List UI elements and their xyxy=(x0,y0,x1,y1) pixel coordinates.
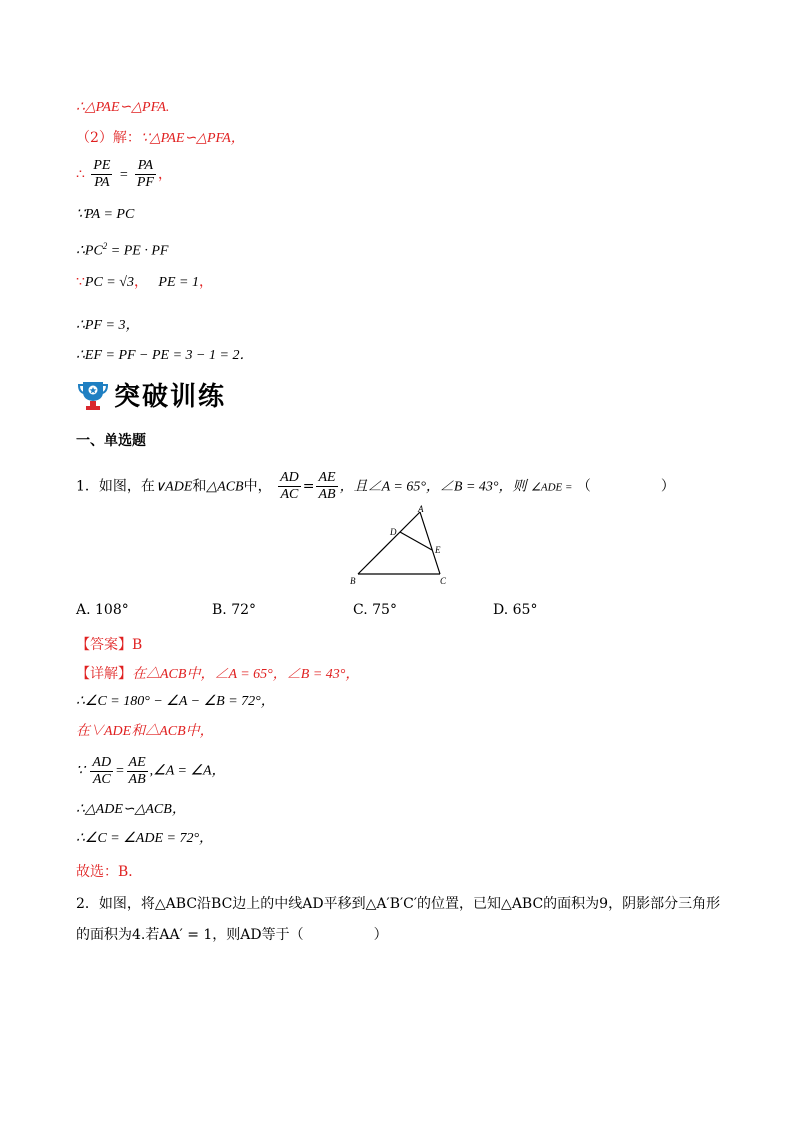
label-E: E xyxy=(435,545,441,555)
detail-line-1: 【详解】在△ACB中，∠A = 65°，∠B = 43°， xyxy=(76,666,360,682)
label-A: A xyxy=(418,504,424,514)
detail-line-3: 在∨ADE和△ACB中， xyxy=(76,724,214,739)
detail-line-5: ∴△ADE∽△ACB， xyxy=(76,802,186,817)
solution-line-5: $\therefore PC^2$ = PE · PF xyxy=(76,241,169,259)
section-title: 突破训练 xyxy=(114,382,227,412)
detail-line-2: ∴∠C = 180° − ∠A − ∠B = 72°， xyxy=(76,694,275,709)
option-a[interactable]: A. 108° xyxy=(76,602,129,618)
option-c[interactable]: C. 75° xyxy=(353,602,397,618)
solution-line-1: ∴△PAE∽△PFA. xyxy=(76,100,170,115)
detail-line-4: ∵ $\frac{AD}{AC}$ = $\frac{AE}{AB}$ ,∠A = ∠A， xyxy=(76,755,226,787)
detail-line-7: 故选：B． xyxy=(76,864,143,880)
question-2-line-2: 的面积为4.若AA′ = 1，则AD等于（ ） xyxy=(76,927,388,943)
solution-line-8: ∴EF = PF − PE = 3 − 1 = 2． xyxy=(76,348,254,363)
label-D: D xyxy=(390,527,397,537)
label-B: B xyxy=(350,576,356,586)
solution-line-3: ∴ $\frac{PE}{PA}$ = $\frac{PA}{PF}$ ， xyxy=(76,158,172,190)
section-subtitle: 一、单选题 xyxy=(76,433,146,449)
triangle-figure xyxy=(348,504,456,586)
solution-line-4: ∵PA = PC xyxy=(76,207,135,222)
section-heading xyxy=(76,376,226,413)
option-d[interactable]: D. 65° xyxy=(493,602,538,618)
trophy-icon xyxy=(76,378,110,412)
solution-line-2: （2）解：∵△PAE∽△PFA， xyxy=(76,130,245,146)
label-C: C xyxy=(440,576,447,586)
question-1-text: 1．如图，在∨ADE和△ACB中， $\frac{AD}{AC}$ = $\frac{AE}{AB}$ ，且∠A = 65°，∠B = 43°，则 ∠ADE = （ ） xyxy=(76,470,675,502)
detail-line-6: ∴∠C = ∠ADE = 72°， xyxy=(76,831,214,846)
option-b[interactable]: B. 72° xyxy=(212,602,257,618)
question-2-line-1: 2．如图，将△ABC沿BC边上的中线AD平移到△A′B′C′的位置，已知△ABC的面积为9，阴影部分三角形 xyxy=(76,896,721,912)
solution-line-6: ∵PC = √3， PE = 1， xyxy=(76,274,213,290)
solution-line-7: ∴PF = 3， xyxy=(76,318,140,333)
answer-line: 【答案】B xyxy=(76,637,143,653)
